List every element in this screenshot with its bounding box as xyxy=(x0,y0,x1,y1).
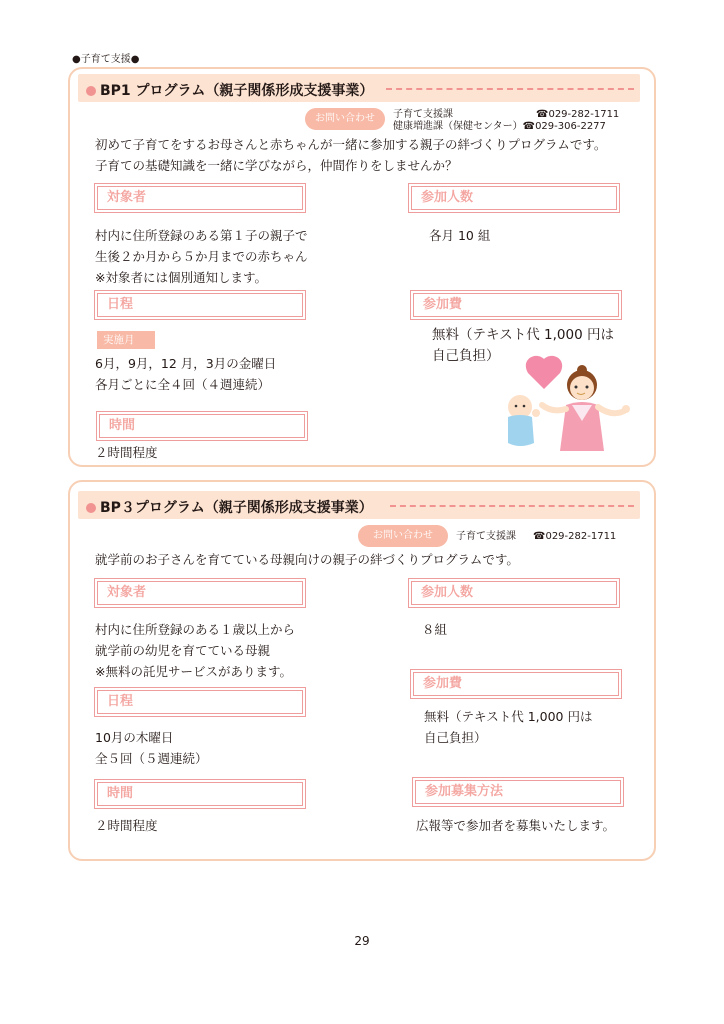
bp3-participants-label: 参加人数 xyxy=(408,578,620,608)
mother-baby-illustration xyxy=(496,355,644,455)
bp1-intro-line-2: 子育ての基礎知識を一緒に学びながら，仲間作りをしませんか？ xyxy=(95,158,458,173)
bp1-fee-line-1: 無料（テキスト代 1,000 円は xyxy=(432,327,614,343)
bp3-target-line-1: 村内に住所登録のある１歳以上から xyxy=(95,622,296,637)
bp3-schedule-line-1: 10月の木曜日 xyxy=(95,730,174,745)
bp1-contact-1: 子育て支援課 xyxy=(393,109,453,120)
bp1-contact-2: 健康増進課（保健センター）☎029-306-2277 xyxy=(393,121,606,132)
bp1-schedule-line-1: 6月，9月，12 月，3月の金曜日 xyxy=(95,356,277,371)
bp1-target-line-2: 生後２か月から５か月までの赤ちゃん xyxy=(95,249,308,264)
bp1-title: BP1 プログラム（親子関係形成支援事業） xyxy=(86,80,373,100)
bullet-icon xyxy=(86,86,96,96)
bp3-time-label: 時間 xyxy=(94,779,306,809)
bp1-intro-line-1: 初めて子育てをするお母さんと赤ちゃんが一緒に参加する親子の絆づくりプログラムです。 xyxy=(95,137,607,152)
page-number: 29 xyxy=(354,934,370,948)
bp1-schedule-line-2: 各月ごとに全４回（４週連続） xyxy=(95,377,271,392)
bp1-contact-1-phone: ☎029-282-1711 xyxy=(536,109,620,120)
bp1-participants-text: 各月 10 組 xyxy=(429,228,491,243)
bp3-contact: 子育て支援課 xyxy=(456,531,516,542)
bp3-recruit-text: 広報等で参加者を募集いたします。 xyxy=(416,818,616,833)
bp3-fee-label: 参加費 xyxy=(410,669,622,699)
bp3-target-label: 対象者 xyxy=(94,578,306,608)
bp3-participants-text: ８組 xyxy=(422,622,448,637)
bp3-schedule-label: 日程 xyxy=(94,687,306,717)
bp1-target-label: 対象者 xyxy=(94,183,306,213)
bp3-schedule-line-2: 全５回（５週連続） xyxy=(95,751,208,766)
bp1-title-divider xyxy=(386,88,634,90)
bp3-fee-line-2: 自己負担） xyxy=(424,730,487,745)
bullet-icon xyxy=(86,503,96,513)
bp3-title-divider xyxy=(390,505,634,507)
bp3-recruit-label: 参加募集方法 xyxy=(412,777,624,807)
bp1-participants-label: 参加人数 xyxy=(408,183,620,213)
section-label: ●子育て支援● xyxy=(72,54,140,65)
bp3-contact-phone: ☎029-282-1711 xyxy=(533,531,617,542)
bp1-month-tag: 実施月 xyxy=(97,331,155,349)
bp3-inquiry-badge: お問い合わせ xyxy=(358,525,448,547)
bp3-target-line-3: ※無料の託児サービスがあります。 xyxy=(95,664,292,679)
bp3-intro: 就学前のお子さんを育てている母親向けの親子の絆づくりプログラムです。 xyxy=(95,552,519,567)
bp1-fee-label: 参加費 xyxy=(410,290,622,320)
bp1-inquiry-badge: お問い合わせ xyxy=(305,108,385,130)
bp3-fee-line-1: 無料（テキスト代 1,000 円は xyxy=(424,709,593,724)
bp1-fee-line-2: 自己負担） xyxy=(432,348,500,364)
bp1-target-line-3: ※対象者には個別通知します。 xyxy=(95,270,267,285)
bp1-target-line-1: 村内に住所登録のある第１子の親子で xyxy=(95,228,308,243)
bp3-time-text: ２時間程度 xyxy=(95,818,158,833)
bp1-time-text: ２時間程度 xyxy=(95,445,158,460)
bp3-title: BP３プログラム（親子関係形成支援事業） xyxy=(86,497,373,517)
bp1-time-label: 時間 xyxy=(96,411,308,441)
bp1-schedule-label: 日程 xyxy=(94,290,306,320)
bp3-target-line-2: 就学前の幼児を育てている母親 xyxy=(95,643,271,658)
